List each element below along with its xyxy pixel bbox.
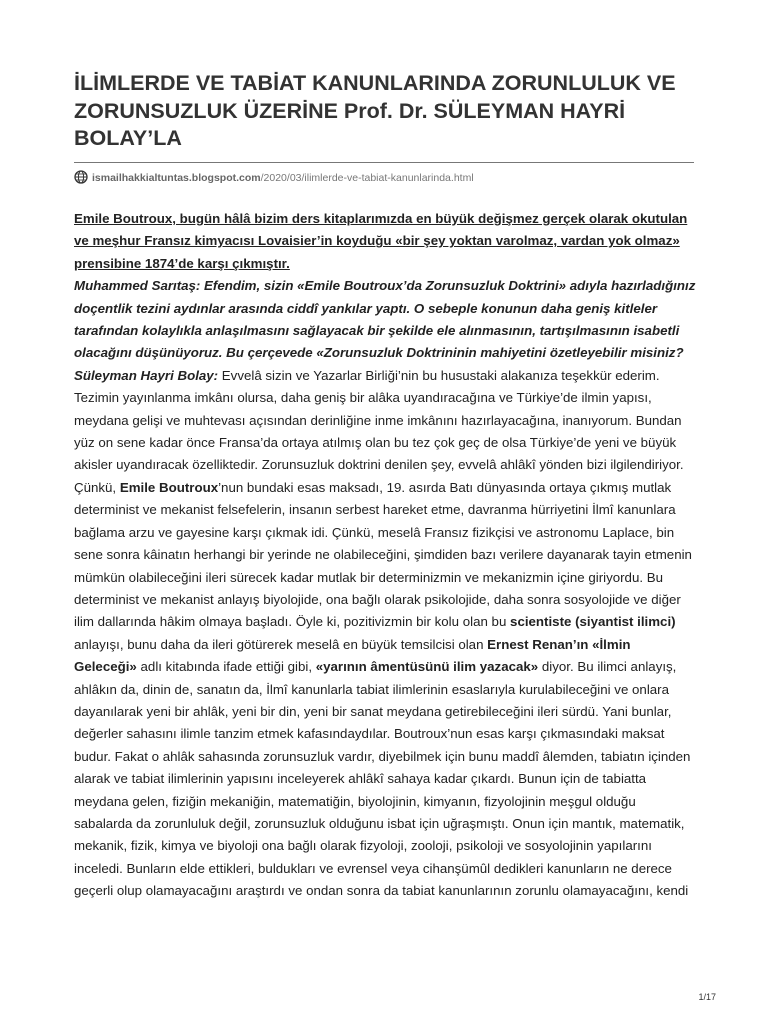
name-boutroux: Emile Boutroux	[119, 479, 219, 495]
quote-amentu: «yarının âmentüsünü ilim yazacak»	[315, 659, 539, 675]
answer-text-5: diyor. Bu ilimci anlayış, ahlâkın da, dinin de, sanatın da, İlmî kanunlarla tabiat ilimlerinin esaslarıyla kurulabileceğini ve onlara dayanılarak yeni bir ahlâk, yeni bir din, yeni bir sanat meydana getirebileceğini ileri sürdü. Yani bunlar, değerler sahasını ilimle tanzim etmek kafasındaydılar. Boutroux’nun esas karşı çıkmasındaki maksat budur. Fakat o ahlâk sahasında zorunsuzluk vardır, diyebilmek için bunu maddî âlemden, tabiatın içinden alarak ve tabiat ilimlerinin yapısını inceleyerek ahlâkî sahaya kadar çıkardı. Bunun için de tabiatta meydana gelen, fiziğin mekaniğin, matematiğin, biyolojinin, kimyanın, fizyolojinin meşgul olduğu sabalarda da zorunluluk değil, zorunsuzluk olduğunu isbat için uğraşmıştı. Onun için mantık, matematik, mekanik, fizik, kimya ve biyoloji ona bağlı olarak fizyoloji, zooloji, psikoloji ve sosyolojinin yapılarını inceledi. Bunların elde ettikleri, buldukları ve evrensel veya cihanşümûl dedikleri kanunların ne derece geçerli olup olamayacağını araştırdı ve ondan sonra da tabiat kanunlarının zorunlu olamayacağını, kendi	[74, 659, 691, 899]
source-domain-link[interactable]: ismailhakkialtuntas.blogspot.com	[92, 172, 261, 184]
title-divider	[74, 162, 694, 163]
answer-text-1b: dir. Zorunsuzluk doktrini denilen şey, evvelâ ahlâkî yönden bizi ilgilendiriyor. Çünkü,	[74, 457, 684, 495]
globe-icon	[74, 170, 88, 184]
term-scientiste: scientiste (siyantist ilimci)	[510, 614, 676, 630]
answer-text-2: ’nun bundaki esas maksadı, 19. asırda Batı dünyasında ortaya çıkmış mutlak determinist ve mekanist felsefelerin, insanın serbest hareket etme, davranma hürriyetini İlmî kanunlara bağlama arzu ve gayesine karşı çıkmak idi. Çünkü, meselâ Fransız fizikçisi ve astronomu Laplace, bin sene sonra kâinatın herhangi bir yerinde ne olabileceğini, şimdiden bazı verilere dayanarak tayin etmenin mümkün olabileceğini ileri sürecek kadar mutlak bir determinizmin ve mekanizmin içine giriyordu. Bu determinist ve mekanist anlayış biyolojide, ona bağlı olarak psikolojide, daha sonra sosyolojide ve diğer ilim dallarında hâkim olmaya başladı. Öyle ki, pozitivizmin bir kolu olan bu	[74, 479, 692, 630]
answer-speaker: Süleyman Hayri Bolay:	[74, 367, 219, 383]
answer-text-1: Evvelâ sizin ve Yazarlar Birliği’nin bu husustaki alakanıza teşekkür ederim. Tezimin yayınlanma imkânı olursa, daha geniş bir alâka uyandıracağına ve Türkiye’de ilmin yapısı, meydana gelişi ve muhtevası açısından derinliğine inme imkânını hazırlayacağına, inanıyorum. Bundan yüz on sene kadar önce Fransa’da ortaya atılmış olan bu tez çok geç de olsa Türkiye’de yeni ve büyük akisler uyandıracak özellikte	[74, 367, 682, 473]
answer-text-3: anlayışı, bunu daha da ileri götürerek meselâ en büyük temsilcisi olan	[74, 636, 488, 652]
answer-text-4: adlı kitabında ifade ettiği gibi,	[136, 659, 316, 675]
source-line	[74, 170, 694, 186]
page-number: 1/17	[698, 992, 716, 1002]
interview-answer	[74, 365, 696, 903]
intro-paragraph: Emile Boutroux, bugün hâlâ bizim ders kitaplarımızda en büyük değişmez gerçek olarak okutulan ve meşhur Fransız kimyacısı Lovaisier’in koyduğu «bir şey yoktan varolmaz, vardan yok olmaz» prensibine 1874’de karşı çıkmıştır.	[74, 211, 688, 271]
article-title: İLİMLERDE VE TABİAT KANUNLARINDA ZORUNLULUK VE ZORUNSUZLUK ÜZERİNE Prof. Dr. SÜLEYMAN HAYRİ BOLAY’LA	[74, 71, 676, 150]
article-body	[74, 208, 696, 903]
source-path: /2020/03/ilimlerde-ve-tabiat-kanunlarinda.html	[260, 172, 474, 184]
interview-question: Muhammed Sarıtaş: Efendim, sizin «Emile Boutroux’da Zorunsuzluk Doktrini» adıyla hazırladığınız doçentlik tezini aydınlar arasında ciddî yankılar yaptı. O sebeple konunun daha geniş kitleler tarafından kolaylıkla anlaşılmasını sağlayacak bir şekilde ele alınmasının, tartışılmasının isabetli olacağını düşünüyoruz. Bu çerçevede «Zorunsuzluk Doktrininin mahiyetini özetleyebilir misiniz?	[74, 278, 696, 361]
name-renan: Ernest Renan’ın «İlmin Geleceği»	[74, 636, 631, 675]
